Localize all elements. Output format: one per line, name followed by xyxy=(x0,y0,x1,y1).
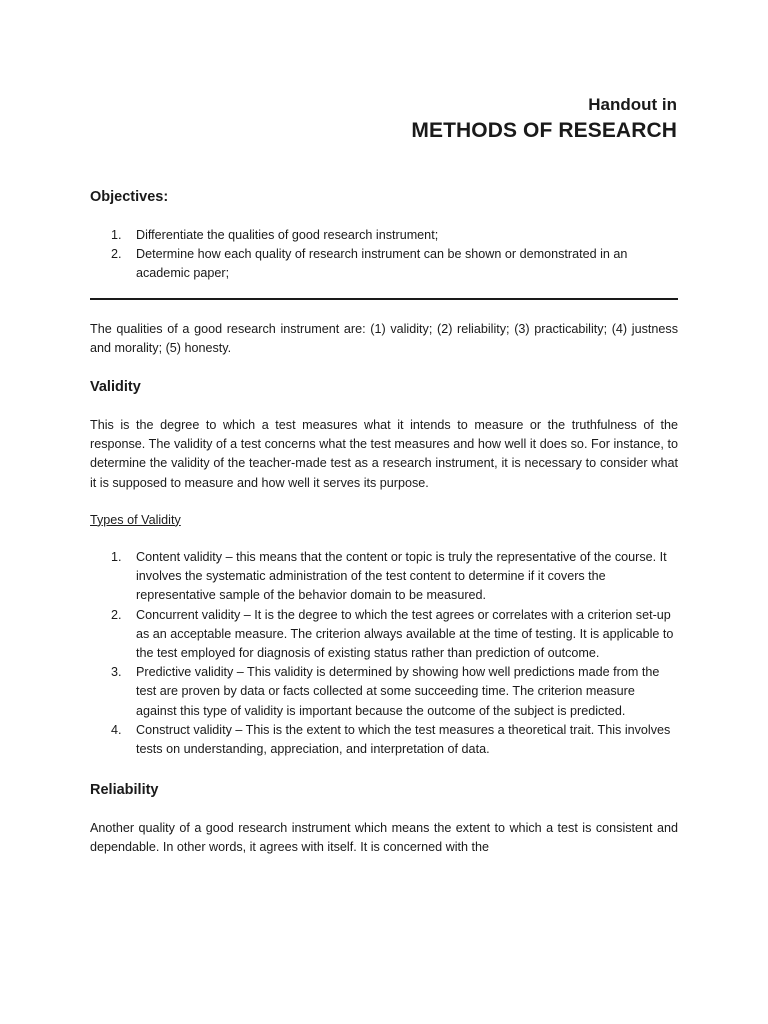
document-header xyxy=(411,94,677,146)
objectives-heading: Objectives: xyxy=(90,189,169,205)
intro-paragraph: The qualities of a good research instrument are: (1) validity; (2) reliability; (3) practicability; (4) justness and morality; (5) honesty. xyxy=(90,321,678,355)
reliability-paragraph: Another quality of a good research instrument which means the extent to which a test is consistent and dependable. In other words, it agrees with itself. It is concerned with the xyxy=(90,821,678,855)
types-of-validity-heading xyxy=(90,511,678,530)
document-body xyxy=(90,186,678,858)
list-item: 3. Predictive validity – This validity is determined by showing how well predictions made from the test are proven by data or facts collected at some succeeding time. The criterion measure against this type of validity is important because the outcome of the subject is predicted. xyxy=(111,665,660,718)
objective-text: Differentiate the qualities of good research instrument; xyxy=(136,228,439,242)
validity-type-text: Concurrent validity – It is the degree to which the test agrees or correlates with a criterion set-up as an acceptable measure. The criterion always available at the time of testing. It is applicable to the test employed for diagnosis of existing status rather than prediction of outcome. xyxy=(136,607,674,661)
list-item: 1. Content validity – this means that the content or topic is truly the representative of the course. It involves the systematic administration of the test content to determine if it covers the representative sample of the behavior domain to be measured. xyxy=(111,550,667,603)
list-item: 1. Differentiate the qualities of good research instrument; xyxy=(111,228,439,242)
validity-type-text: Construct validity – This is the extent to which the test measures a theoretical trait. This involves tests on understanding, appreciation, and interpretation of data. xyxy=(136,722,671,757)
objective-text: Determine how each quality of research instrument can be shown or demonstrated in an academic paper; xyxy=(136,247,628,281)
validity-types-list xyxy=(90,548,678,759)
validity-type-text: Content validity – this means that the content or topic is truly the representative of the course. It involves the systematic administration of the test content to determine if it covers the representative sample of the behavior domain to be measured. xyxy=(136,550,667,603)
list-item: 2. Determine how each quality of research instrument can be shown or demonstrated in an academic paper; xyxy=(111,247,628,281)
types-of-validity-label: Types of Validity xyxy=(90,512,181,527)
section-divider xyxy=(90,298,678,300)
list-item: 2. Concurrent validity – It is the degree to which the test agrees or correlates with a criterion set-up as an acceptable measure. The criterion always available at the time of testing. It is applicable to the test employed for diagnosis of existing status rather than prediction of outcome. xyxy=(111,607,674,661)
objectives-list xyxy=(90,226,678,284)
list-item: 4. Construct validity – This is the extent to which the test measures a theoretical trait. This involves tests on understanding, appreciation, and interpretation of data. xyxy=(111,722,671,757)
reliability-heading: Reliability xyxy=(90,782,159,799)
header-subtitle: Handout in xyxy=(588,95,677,114)
validity-heading: Validity xyxy=(90,379,141,396)
header-title: METHODS OF RESEARCH xyxy=(411,119,677,142)
validity-type-text: Predictive validity – This validity is determined by showing how well predictions made from the test are proven by data or facts collected at some succeeding time. The criterion measure against this type of validity is important because the outcome of the subject is predicted. xyxy=(136,665,660,718)
validity-paragraph: This is the degree to which a test measures what it intends to measure or the truthfulness of the response. The validity of a test concerns what the test measures and how well it does so. For instance, to determine the validity of the teacher-made test as a research instrument, it is necessary to consider what it is supposed to measure and how well it serves its purpose. xyxy=(90,418,678,490)
